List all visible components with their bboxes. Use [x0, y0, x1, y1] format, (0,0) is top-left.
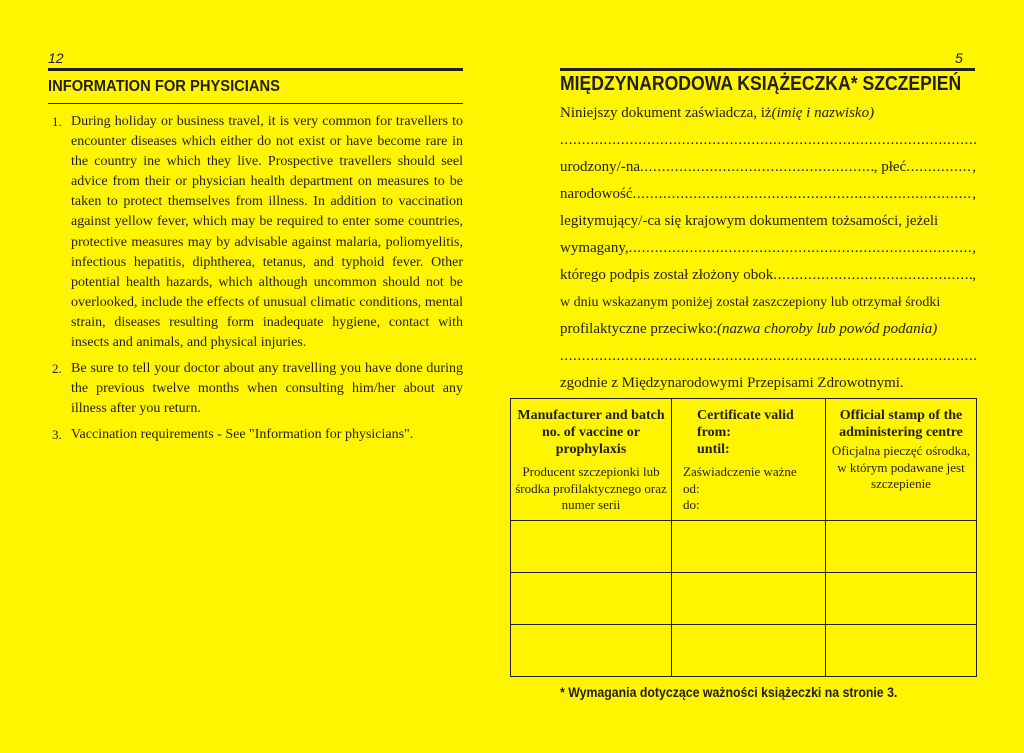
sex-field[interactable] [906, 154, 972, 181]
list-item [48, 425, 463, 445]
vaccinated-label: w dniu wskazanym poniżej został zaszczepiony lub otrzymał środki [560, 295, 941, 310]
heading-underline-left [48, 103, 463, 104]
signature-field[interactable] [773, 262, 972, 289]
form-line-required [560, 235, 976, 262]
born-label: urodzony/-na [560, 159, 640, 175]
header-cell-validity [672, 399, 826, 521]
header-cell-manufacturer [511, 399, 672, 521]
header-en-line: Certificate valid [697, 408, 794, 423]
table-cell[interactable] [826, 521, 977, 573]
table-header-row [511, 399, 977, 521]
form-line-vaccinated [560, 289, 976, 316]
form-line-id [560, 208, 976, 235]
table-cell[interactable] [672, 573, 826, 625]
list-item [48, 112, 463, 353]
id-document-field[interactable] [629, 235, 973, 262]
header-en-line: until: [697, 442, 730, 457]
sex-label: , płeć [873, 159, 907, 175]
form-line-nationality [560, 181, 976, 208]
header-pl: Oficjalna pieczęć ośrodka, w którym podawane jest szczepienie [831, 443, 971, 491]
regulations-label: zgodnie z Międzynarodowymi Przepisami Zdrowotnymi. [560, 375, 904, 391]
header-en-line: from: [697, 425, 731, 440]
disease-hint: (nazwa choroby lub powód podania) [717, 321, 938, 337]
list-item-text: Vaccination requirements - See "Information for physicians". [71, 427, 414, 443]
intro-label: Niniejszy dokument zaświadcza, iż [560, 105, 772, 121]
header-rule-left [48, 68, 463, 71]
list-item-text: Be sure to tell your doctor about any travelling you have done during the previous twelve months when consulting him/her about any illness after you return. [71, 361, 463, 417]
table-cell[interactable] [672, 625, 826, 677]
table-row [511, 625, 977, 677]
name-hint: (imię i nazwisko) [771, 105, 875, 121]
comma: , [972, 159, 976, 175]
table-row [511, 521, 977, 573]
required-label: wymagany, [560, 240, 629, 256]
vaccination-table [510, 398, 977, 677]
page-heading-left: INFORMATION FOR PHYSICIANS [48, 78, 280, 95]
table-cell[interactable] [511, 625, 672, 677]
header-cell-stamp [826, 399, 977, 521]
table-cell[interactable] [672, 521, 826, 573]
header-pl-line: od: [683, 480, 700, 496]
footnote: * Wymagania dotyczące ważności książeczki na stronie 3. [560, 684, 898, 700]
form-line-signature [560, 262, 976, 289]
header-en: Manufacturer and batch no. of vaccine or prophylaxis [517, 408, 665, 457]
list-item-number: 1. [52, 114, 62, 129]
form-line-regulations [560, 370, 976, 397]
birth-field[interactable] [640, 154, 874, 181]
table-cell[interactable] [826, 573, 977, 625]
table-cell[interactable] [826, 625, 977, 677]
certificate-form [560, 100, 976, 397]
name-field[interactable] [560, 127, 976, 154]
against-label: profilaktyczne przeciwko: [560, 321, 718, 337]
page-heading-right: MIĘDZYNARODOWA KSIĄŻECZKA* SZCZEPIEŃ [560, 73, 962, 95]
form-line-disease[interactable] [560, 343, 976, 370]
page-number-left: 12 [48, 50, 64, 66]
form-line-intro [560, 100, 976, 127]
header-pl-line: Zaświadczenie ważne [683, 464, 797, 479]
comma: , [972, 186, 976, 202]
id-label: legitymujący/-ca się krajowym dokumentem tożsamości, jeżeli [560, 213, 939, 229]
page-number-right: 5 [955, 50, 963, 66]
disease-field[interactable] [560, 343, 976, 370]
physician-info-list [48, 112, 463, 452]
list-item-text: During holiday or business travel, it is very common for travellers to encounter diseases which either do not exist or have become rare in the country ine which they live. Prospective travellers should seel advice from their or physician health department on measures to be taken to protect themselves from illness. In addition to vaccination against yellow fever, which may be required to enter some countries, protective measures may by advisable against malaria, poliomyelitis, infectious hepatitis, diphtherea, tetanus, and typhoid fever. Other potential health hazards, which although uncommon should not be overlooked, include the effects of unusual climatic conditions, mental strain, diseases resulting form inadequate hygiene, contact with insects and animals, and physical injuries. [71, 114, 463, 351]
header-pl: Producent szczepionki lub środka profilaktycznego oraz numer serii [515, 464, 667, 512]
list-item-number: 2. [52, 361, 62, 377]
signature-label: którego podpis został złożony obok [560, 267, 774, 283]
list-item-number: 3. [52, 427, 62, 443]
table-cell[interactable] [511, 573, 672, 625]
table-row [511, 573, 977, 625]
comma: , [972, 240, 976, 256]
list-item [48, 359, 463, 419]
form-line-against [560, 316, 976, 343]
nationality-label: narodowość [560, 186, 633, 202]
header-rule-right [560, 68, 975, 71]
nationality-field[interactable] [632, 181, 972, 208]
table-cell[interactable] [511, 521, 672, 573]
form-line-name[interactable] [560, 127, 976, 154]
header-en: Official stamp of the administering centre [839, 408, 963, 440]
header-pl-line: do: [683, 497, 700, 512]
form-line-born [560, 154, 976, 181]
comma: , [972, 267, 976, 283]
